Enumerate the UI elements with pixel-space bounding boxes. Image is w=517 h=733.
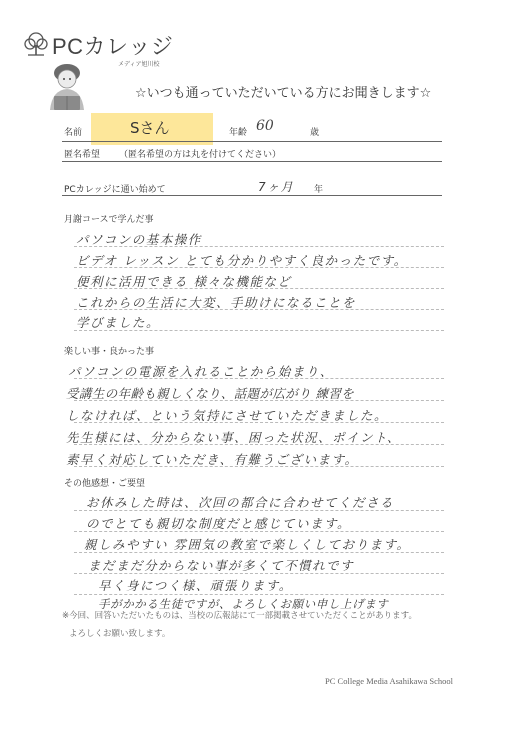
other-line: 手がかかる生徒ですが、よろしくお願い申し上げます [98, 597, 389, 611]
other-title: その他感想・ご要望 [64, 479, 146, 489]
enjoyed-title: 楽しい事・良かった事 [64, 347, 155, 357]
anon-row-rule [62, 161, 442, 162]
anon-label: 匿名希望 [64, 150, 101, 160]
learned-title: 月謝コースで学んだ事 [64, 215, 154, 225]
enjoyed-line: 素早く対応していただき、有難うございます。 [66, 452, 359, 467]
name-label: 名前 [64, 128, 83, 138]
thanks-note: よろしくお願い致します。 [69, 629, 171, 639]
tree-logo-icon [22, 30, 50, 58]
learned-line: 便利に活用できる 様々な機能など [76, 274, 292, 289]
since-label: PCカレッジに通い始めて [64, 185, 166, 195]
other-line: お休みした時は、次回の都合に合わせてくださる [86, 495, 395, 510]
learned-line: パソコンの基本操作 [76, 232, 202, 247]
publication-note: ※今回、回答いただいたものは、当校の広報誌にて一部掲載させていただくことがあります。 [62, 611, 417, 621]
reading-person-icon [40, 60, 94, 112]
since-row-rule [62, 195, 442, 196]
learned-line: ビデオ レッスン とても分かりやすく良かったです。 [76, 253, 408, 268]
age-label: 年齢 [229, 128, 248, 138]
name-row-rule [62, 141, 442, 142]
age-value: 60 [256, 118, 274, 134]
dash-line [74, 594, 444, 595]
logo [22, 30, 173, 58]
enjoyed-line: 先生様には、分からない事、困った状況、ポイント、 [66, 430, 401, 445]
logo-subtitle: メディア旭川校 [118, 61, 160, 68]
other-line: まだまだ分からない事が多くて不慣れです [88, 558, 355, 573]
learned-line: これからの生活に大変、手助けになることを [76, 295, 357, 310]
age-unit: 歳 [310, 128, 320, 138]
logo-text: PCカレッジ [52, 34, 174, 59]
enjoyed-line: 受講生の年齢も親しくなり、話題が広がり 練習を [66, 386, 355, 401]
since-unit: 年 [314, 185, 324, 195]
other-line: 早く身につく様、頑張ります。 [98, 578, 293, 593]
name-value: Sさん [130, 119, 170, 137]
other-line: のでとても親切な制度だと感じています。 [86, 516, 352, 531]
since-value: 7ヶ月 [258, 180, 295, 194]
page-headline: ☆いつも通っていただいている方にお聞きします☆ [135, 86, 432, 101]
footer-school-name: PC College Media Asahikawa School [325, 676, 453, 686]
other-line: 親しみやすい 雰囲気の教室で楽しくしております。 [84, 537, 411, 552]
anon-note: （匿名希望の方は丸を付けてください） [119, 150, 282, 160]
learned-line: 学びました。 [76, 315, 161, 330]
enjoyed-line: しなければ、という気持にさせていただきました。 [66, 408, 389, 423]
enjoyed-line: パソコンの電源を入れることから始まり、 [68, 364, 334, 379]
